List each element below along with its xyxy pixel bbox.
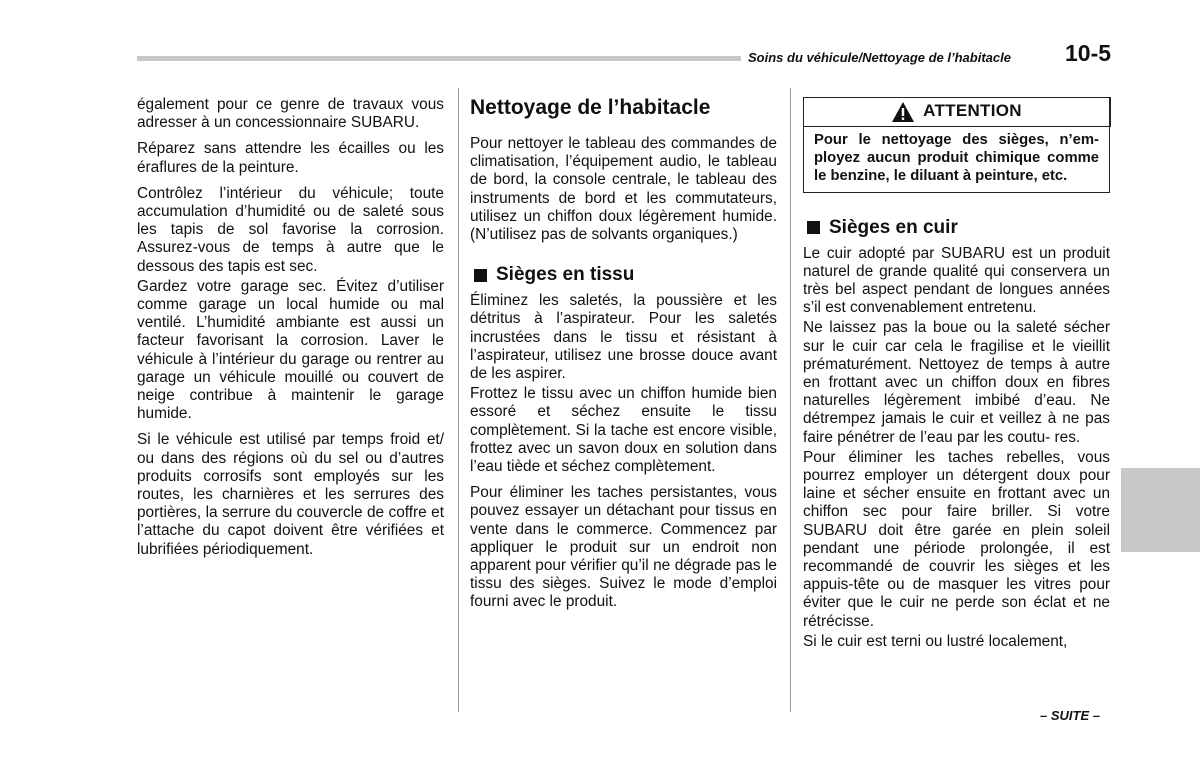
paragraph: Si le cuir est terni ou lustré localement, <box>803 632 1068 650</box>
warning-text: Pour le nettoyage des sièges, n’em- ployez aucun produit chimique comme le benzine, le diluant à peinture, etc. <box>814 131 1099 184</box>
section-heading: Nettoyage de l’habitacle <box>470 96 711 119</box>
square-bullet-icon <box>807 221 820 234</box>
column-left <box>137 96 444 567</box>
paragraph: Si le véhicule est utilisé par temps froid et/ ou dans des régions où du sel ou d’autres produits corrosifs sont employés sur les routes, les charnières et les serrures des portières, la serrure du couvercle de coffre et l’attache du capot doivent être vérifiées et lubrifiées périodiquement. <box>137 431 444 558</box>
paragraph: Éliminez les saletés, la poussière et les détritus à l’aspirateur. Pour les saletés incrustées dans le tissu et résistant à l’aspirateur, utilisez une brosse douce avant de les aspirer. <box>470 292 777 383</box>
column-middle <box>470 96 777 620</box>
running-header-title: Soins du véhicule/Nettoyage de l’habitacle <box>748 50 1011 65</box>
paragraph: également pour ce genre de travaux vous adresser à un concessionnaire SUBARU. <box>137 96 444 132</box>
paragraph: Réparez sans attendre les écailles ou les éraflures de la peinture. <box>137 140 444 176</box>
warning-box <box>803 97 1110 193</box>
paragraph: Frottez le tissu avec un chiffon humide bien essoré et séchez ensuite le tissu complètement. Si la tache est encore visible, frottez avec un savon doux en solution dans l’eau tiède et séchez complètement. <box>470 385 777 476</box>
subsection-title: Sièges en cuir <box>829 216 958 238</box>
continued-marker: – SUITE – <box>1040 708 1100 723</box>
subsection-heading <box>470 264 777 286</box>
column-right <box>803 93 1110 659</box>
paragraph: Gardez votre garage sec. Évitez d’utiliser comme garage un local humide ou mal ventilé. L’humidité ambiante est aussi un facteur favorisant la corrosion. Laver le véhicule à l’intérieur du garage ou rentrer au garage un véhicule mouillé ou couvert de neige contribue à maintenir le garage humide. <box>137 277 444 423</box>
subsection-heading <box>803 217 1110 239</box>
warning-triangle-icon <box>891 101 915 123</box>
column-divider <box>458 88 459 712</box>
subsection-title: Sièges en tissu <box>496 264 635 286</box>
page-number: 10-5 <box>1065 40 1112 66</box>
square-bullet-icon <box>474 269 487 282</box>
warning-label: ATTENTION <box>923 101 1022 121</box>
paragraph: Contrôlez l’intérieur du véhicule; toute accumulation d’humidité ou de saleté sous les tapis de sol favorise la corrosion. Assurez-vous de temps à autre que le dessous des tapis est sec. <box>137 184 444 275</box>
column-divider <box>790 88 791 712</box>
warning-header <box>803 97 1111 127</box>
paragraph: Pour nettoyer le tableau des commandes de climatisation, l’équipement audio, le tableau de bord, la console centrale, le tableau des instruments de bord et les commutateurs, utilisez un chiffon doux légèrement humide. (N’utilisez pas de solvants organiques.) <box>470 135 777 244</box>
paragraph: Le cuir adopté par SUBARU est un produit naturel de grande qualité qui conservera un très bel aspect pendant de longues années s’il est convenablement entretenu. <box>803 244 1110 317</box>
chapter-tab <box>1121 468 1200 552</box>
paragraph: Ne laissez pas la boue ou la saleté sécher sur le cuir car cela le fragilise et le vieillit prématurément. Nettoyez de temps à autre en frottant avec un chiffon doux en fibres naturelles légèrement imbibé d’eau. Ne détrempez jamais le cuir et veillez à ne pas faire pénétrer de l’eau par les coutu- res. <box>803 319 1110 446</box>
paragraph: Pour éliminer les taches rebelles, vous pourrez employer un détergent doux pour laine et sécher ensuite en frottant avec un chiffon sec pour faire briller. Si votre SUBARU doit être garée en plein soleil pendant une période prolongée, il est recommandé de couvrir les sièges et les appuis-tête ou de masquer les vitres pour éviter que le cuir ne perde son éclat et ne rétrécisse. <box>803 448 1110 630</box>
header-rule <box>137 56 741 61</box>
paragraph: Pour éliminer les taches persistantes, vous pouvez essayer un détachant pour tissus en vente dans le commerce. Commencez par appliquer le produit sur un endroit non apparent pour vérifier qu’il ne dégrade pas le tissu des sièges. Suivez le mode d’emploi fourni avec le produit. <box>470 484 777 611</box>
